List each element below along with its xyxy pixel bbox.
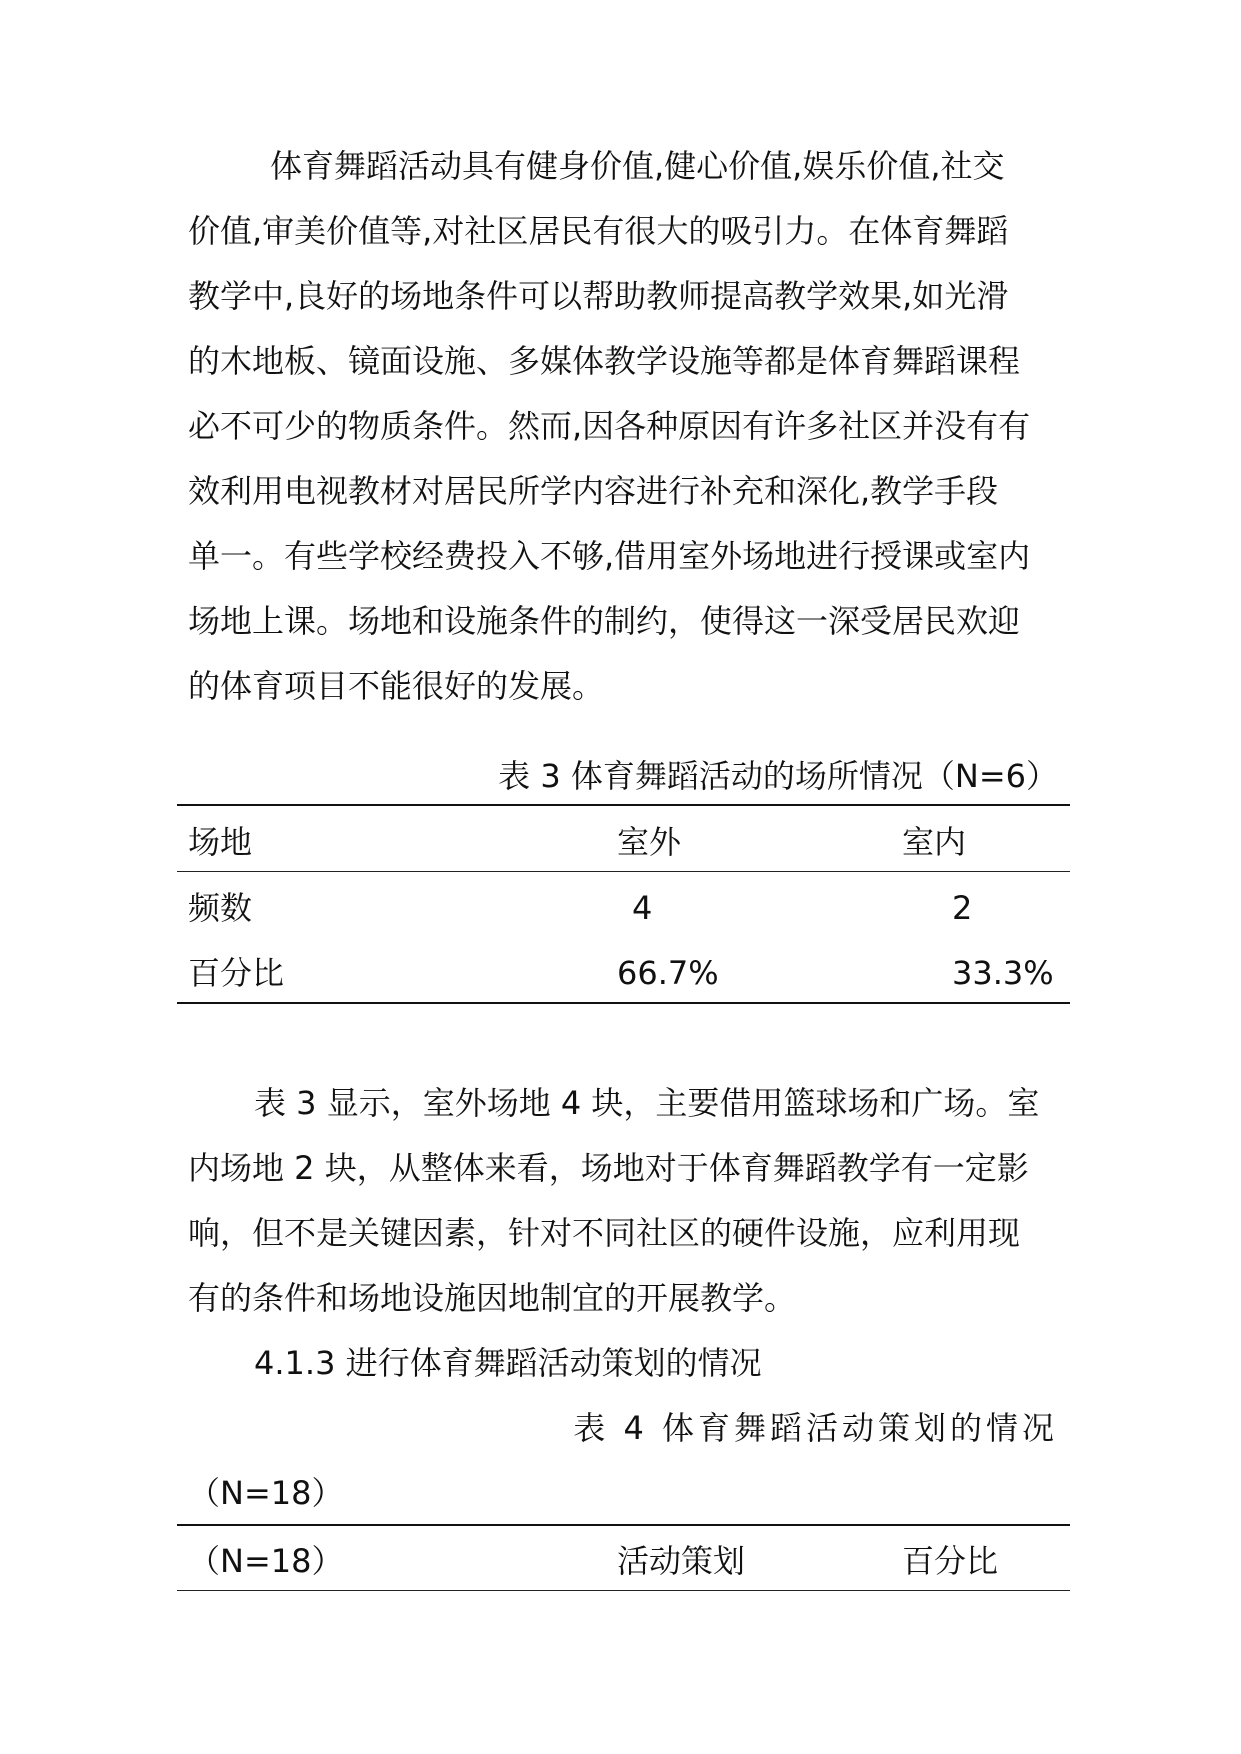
paragraph-line: 表 3 显示，室外场地 4 块，主要借用篮球场和广场。室 (254, 1084, 1040, 1122)
section-heading: 4.1.3 进行体育舞蹈活动策划的情况 (254, 1344, 762, 1382)
paragraph-line: 的体育项目不能很好的发展。 (188, 667, 605, 705)
table3-cell: 4 (632, 889, 653, 927)
paragraph-line: 效利用电视教材对居民所学内容进行补充和深化,教学手段 (188, 472, 999, 510)
table3-top-rule (177, 804, 1070, 806)
paragraph-line: 体育舞蹈活动具有健身价值,健心价值,娱乐价值,社交 (270, 147, 1005, 185)
paragraph-line: 内场地 2 块，从整体来看，场地对于体育舞蹈教学有一定影 (188, 1149, 1029, 1187)
table4-caption-n: （N=18） (188, 1474, 344, 1512)
table4-header-percent: 百分比 (902, 1542, 999, 1580)
table3-header-rule (177, 871, 1070, 872)
table3-header-indoor: 室内 (902, 823, 967, 861)
paragraph-2 (188, 1071, 1058, 1331)
paragraph-line: 单一。有些学校经费投入不够,借用室外场地进行授课或室内 (188, 537, 1031, 575)
table3-caption: 表 3 体育舞蹈活动的场所情况（N=6） (498, 757, 1058, 795)
table3-row-label: 频数 (188, 889, 253, 927)
paragraph-line: 场地上课。场地和设施条件的制约，使得这一深受居民欢迎 (188, 602, 1021, 640)
table4-header-n: （N=18） (188, 1542, 344, 1580)
table3-bottom-rule (177, 1002, 1070, 1004)
paragraph-line: 响，但不是关键因素，针对不同社区的硬件设施，应利用现 (188, 1214, 1021, 1252)
table3-row-label: 百分比 (188, 954, 285, 992)
table4-header-planning: 活动策划 (617, 1542, 746, 1580)
table3-cell: 66.7% (617, 954, 719, 992)
paragraph-line: 价值,审美价值等,对社区居民有很大的吸引力。在体育舞蹈 (188, 212, 1009, 250)
table4-header-rule (177, 1590, 1070, 1591)
table4-caption: 表 4 体育舞蹈活动策划的情况 (573, 1409, 1058, 1447)
table4-top-rule (177, 1524, 1070, 1526)
table3-header-venue: 场地 (188, 823, 253, 861)
paragraph-line: 必不可少的物质条件。然而,因各种原因有许多社区并没有有 (188, 407, 1031, 445)
table3-header-outdoor: 室外 (617, 823, 682, 861)
table3-cell: 33.3% (952, 954, 1054, 992)
paragraph-1 (188, 134, 1058, 719)
paragraph-line: 有的条件和场地设施因地制宜的开展教学。 (188, 1279, 797, 1317)
paragraph-line: 的木地板、镜面设施、多媒体教学设施等都是体育舞蹈课程 (188, 342, 1021, 380)
table3-cell: 2 (952, 889, 973, 927)
paragraph-line: 教学中,良好的场地条件可以帮助教师提高教学效果,如光滑 (188, 277, 1009, 315)
